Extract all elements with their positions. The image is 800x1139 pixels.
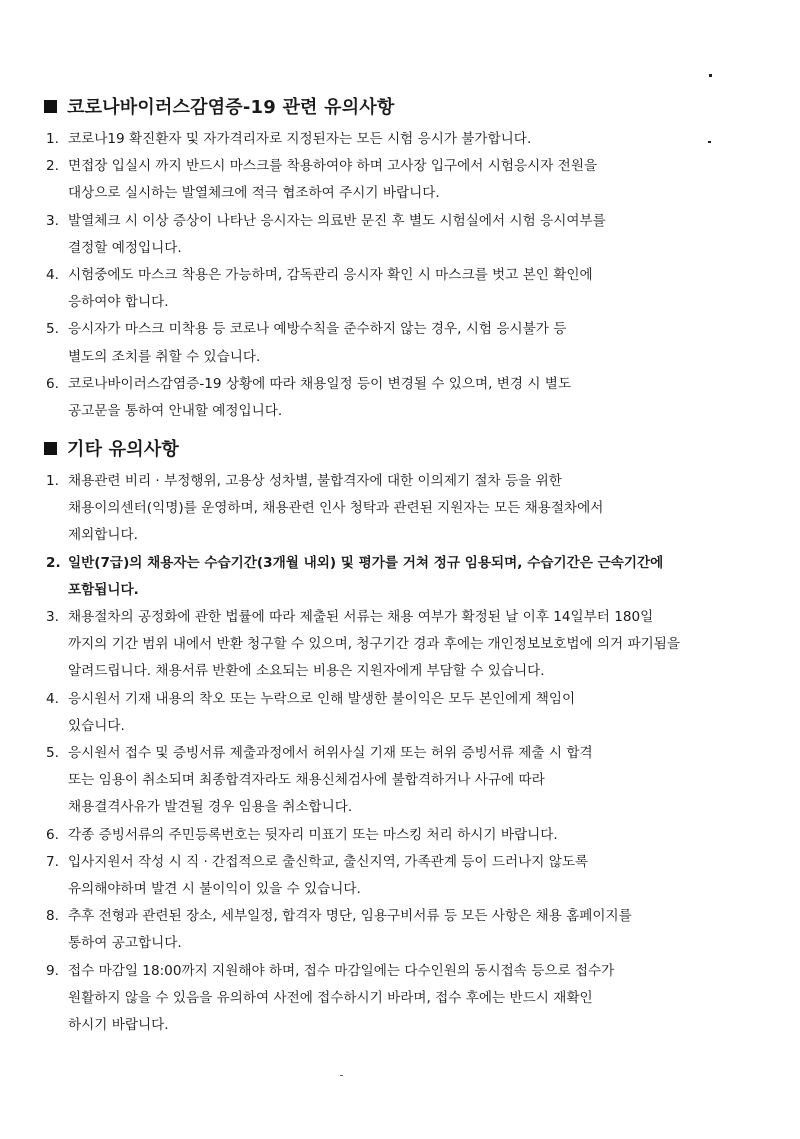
item-number: 3. — [46, 212, 59, 229]
item-number: 6. — [46, 375, 59, 392]
item-number: 6. — [46, 826, 59, 843]
item-text: 일반(7급)의 채용자는 수습기간(3개월 내외) 및 평가를 거쳐 정규 임용되며, 수습기간은 근속기간에 포함됩니다. — [68, 554, 664, 598]
list-item — [40, 208, 740, 262]
section-heading — [40, 434, 740, 462]
section-title: 코로나바이러스감염증-19 관련 유의사항 — [67, 97, 395, 118]
list-item — [40, 316, 740, 370]
item-number: 5. — [46, 745, 59, 762]
other-notice-section — [40, 434, 740, 1039]
list-item — [40, 153, 740, 207]
list-item — [40, 604, 740, 686]
list-item — [40, 849, 740, 903]
item-number: 4. — [46, 267, 59, 284]
item-text: 추후 전형과 관련된 장소, 세부일정, 합격자 명단, 임용구비서류 등 모든 사항은 채용 홈페이지를 통하여 공고합니다. — [68, 908, 632, 952]
item-text: 채용절차의 공정화에 관한 법률에 따라 제출된 서류는 채용 여부가 확정된 날 이후 14일부터 180일 까지의 기간 범위 내에서 반환 청구할 수 있으며, 청구기간 경과 후에는 개인정보보호법에 의거 파기됨을 알려드립니다. 채용서류 반환에 소요되는 비용은 지원자에게 부담할 수 있습니다. — [68, 609, 681, 680]
item-text: 코로나바이러스감염증-19 상황에 따라 채용일정 등이 변경될 수 있으며, 변경 시 별도 공고문을 통하여 안내할 예정입니다. — [68, 375, 572, 420]
item-text: 시험중에도 마스크 착용은 가능하며, 감독관리 응시자 확인 시 마스크를 벗고 본인 확인에 응하여야 합니다. — [68, 267, 593, 311]
item-number: 3. — [46, 609, 59, 626]
item-text: 발열체크 시 이상 증상이 나타난 응시자는 의료반 문진 후 별도 시험실에서 시험 응시여부를 결정할 예정입니다. — [68, 212, 606, 256]
item-text: 입사지원서 작성 시 직 · 간접적으로 출신학교, 출신지역, 가족관계 등이 드러나지 않도록 유의해야하며 발견 시 불이익이 있을 수 있습니다. — [68, 853, 589, 898]
list-item — [40, 468, 740, 550]
item-text: 면접장 입실시 까지 반드시 마스크를 착용하여야 하며 고사장 입구에서 시험응시자 전원을 대상으로 실시하는 발열체크에 적극 협조하여 주시기 바랍니다. — [68, 158, 598, 202]
item-text: 응시원서 기재 내용의 착오 또는 누락으로 인해 발생한 불이익은 모두 본인에게 책임이 있습니다. — [68, 690, 576, 734]
item-text: 각종 증빙서류의 주민등록번호는 뒷자리 미표기 또는 마스킹 처리 하시기 바랍니다. — [68, 826, 558, 843]
black-square-bullet-icon — [44, 100, 57, 113]
list-item — [40, 822, 740, 849]
item-number: 2. — [46, 158, 59, 175]
list-item — [40, 126, 740, 153]
item-number: 4. — [46, 690, 59, 707]
scan-speck — [709, 74, 712, 77]
list-item — [40, 903, 740, 957]
item-number: 7. — [46, 853, 59, 870]
list-item — [40, 262, 740, 316]
item-number: 1. — [46, 131, 59, 147]
black-square-bullet-icon — [44, 442, 57, 455]
list-item — [40, 958, 740, 1040]
item-number: 2. — [46, 554, 61, 571]
item-number: 1. — [46, 473, 59, 489]
item-text: 코로나19 확진환자 및 자가격리자로 지정된자는 모든 시험 응시가 불가합니다. — [68, 131, 532, 147]
item-number: 8. — [46, 908, 59, 925]
section-title: 기타 유의사항 — [67, 439, 179, 460]
list-item — [40, 740, 740, 822]
item-text: 응시자가 마스크 미착용 등 코로나 예방수칙을 준수하지 않는 경우, 시험 응시불가 등 별도의 조치를 취할 수 있습니다. — [68, 321, 567, 365]
list-item — [40, 550, 740, 604]
item-text: 접수 마감일 18:00까지 지원해야 하며, 접수 마감일에는 다수인원의 동시접속 등으로 접수가 원활하지 않을 수 있음을 유의하여 사전에 접수하시기 바라며, 접수 후에는 반드시 재확인 하시기 바랍니다. — [68, 962, 615, 1034]
covid-notice-section — [40, 92, 740, 425]
item-text: 채용관련 비리 · 부정행위, 고용상 성차별, 불합격자에 대한 이의제기 절차 등을 위한 채용이의센터(익명)를 운영하며, 채용관련 인사 청탁과 관련된 지원자는 모든 채용절차에서 제외합니다. — [68, 473, 604, 544]
item-number: 9. — [46, 962, 59, 979]
item-number: 5. — [46, 321, 59, 338]
notice-list — [40, 468, 740, 1039]
scan-speck — [340, 1075, 343, 1076]
notice-list — [40, 126, 740, 425]
list-item — [40, 371, 740, 425]
list-item — [40, 686, 740, 740]
item-text: 응시원서 접수 및 증빙서류 제출과정에서 허위사실 기재 또는 허위 증빙서류 제출 시 합격 또는 임용이 취소되며 최종합격자라도 채용신체검사에 불합격하거나 사규에 따라 채용결격사유가 발견될 경우 임용을 취소합니다. — [68, 745, 593, 816]
section-heading — [40, 92, 740, 120]
